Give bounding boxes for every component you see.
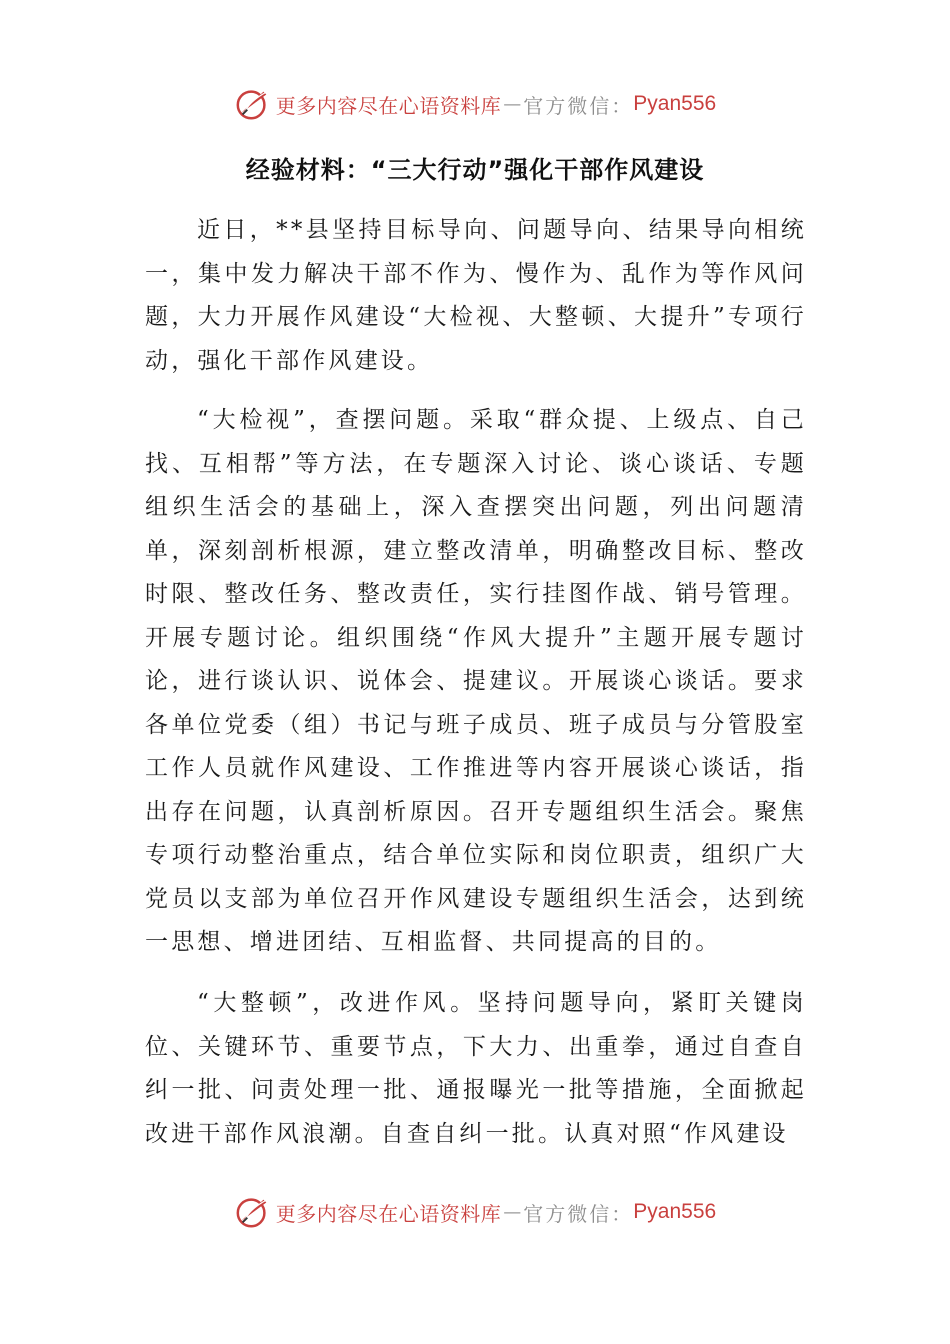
footer-banner: [0, 1190, 950, 1234]
banner-wechat-id: Pyan556: [633, 92, 717, 115]
paragraph-review: “大检视”，查摆问题。采取“群众提、上级点、自己找、互相帮”等方法，在专题深入讨论、谈心谈话、专题组织生活会的基础上，深入查摆突出问题，列出问题清单，深刻剖析根源，建立整改清单，明确整改目标、整改时限、整改任务、整改责任，实行挂图作战、销号管理。开展专题讨论。组织围绕“作风大提升”主题开展专题讨论，进行谈认识、说体会、提建议。开展谈心谈话。要求各单位党委（组）书记与班子成员、班子成员与分管股室工作人员就作风建设、工作推进等内容开展谈心谈话，指出存在问题，认真剖析原因。召开专题组织生活会。聚焦专项行动整治重点，结合单位实际和岗位职责，组织广大党员以支部为单位召开作风建设专题组织生活会，达到统一思想、增进团结、互相监督、共同提高的目的。: [145, 407, 807, 955]
paragraph-intro: 近日，**县坚持目标导向、问题导向、结果导向相统一，集中发力解决干部不作为、慢作为、乱作为等作风问题，大力开展作风建设“大检视、大整顿、大提升”专项行动，强化干部作风建设。: [145, 217, 807, 374]
banner-promo-text: 更多内容尽在心语资料库: [275, 93, 502, 118]
header-banner: [0, 82, 950, 126]
document-title: 经验材料：“三大行动”强化干部作风建设: [245, 156, 705, 184]
paragraph-rectify: “大整顿”，改进作风。坚持问题导向，紧盯关键岗位、关键环节、重要节点，下大力、出重拳，通过自查自纠一批、问责处理一批、通报曝光一批等措施，全面掀起改进干部作风浪潮。自查自纠一批。认真对照“作风建设: [145, 990, 807, 1147]
banner-separator: —: [503, 1201, 522, 1223]
banner-wechat-label: 官方微信：: [523, 1201, 634, 1226]
quill-logo-icon: [234, 1193, 272, 1231]
quill-logo-icon: [234, 85, 272, 123]
banner-wechat-id: Pyan556: [633, 1200, 717, 1223]
banner-wechat-label: 官方微信：: [523, 93, 634, 118]
banner-promo-text: 更多内容尽在心语资料库: [275, 1201, 502, 1226]
banner-separator: —: [503, 93, 522, 115]
